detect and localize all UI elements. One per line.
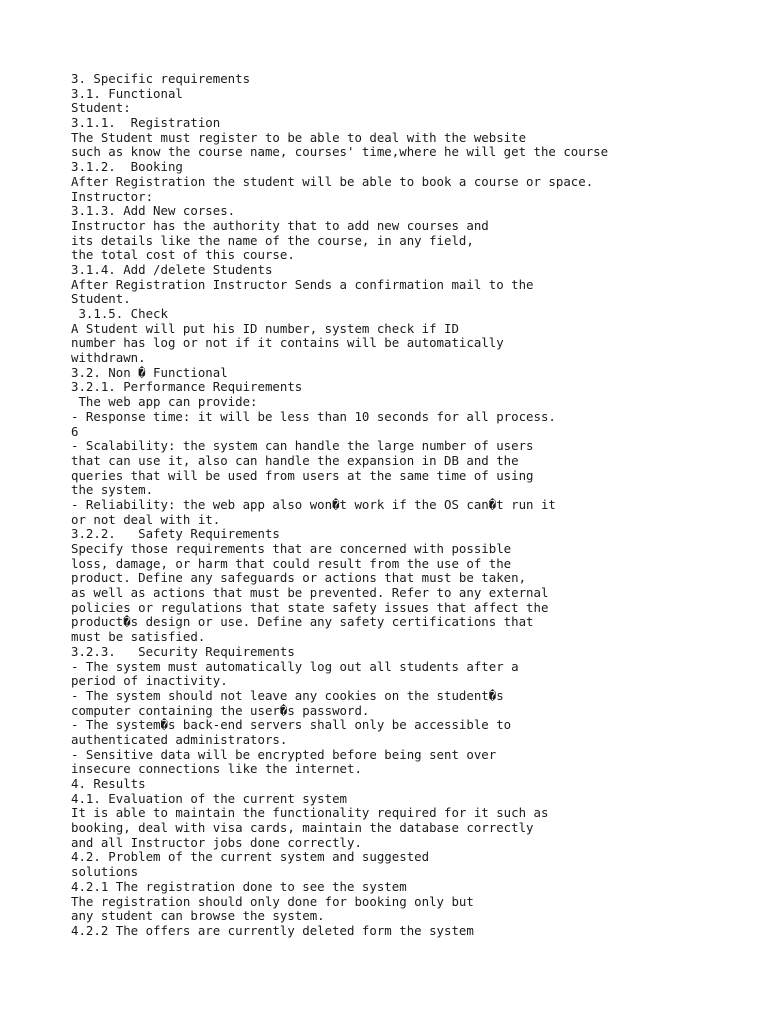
text-line: solutions [71, 864, 139, 880]
text-line: It is able to maintain the functionality required for it such as [71, 805, 549, 821]
text-line: 4.2.1 The registration done to see the system [71, 878, 407, 894]
text-line: The web app can provide: [71, 394, 258, 410]
text-line: 3.2. Non � Functional [71, 364, 228, 380]
text-line: 3.1.5. Check [71, 306, 168, 321]
text-line: Student: [71, 100, 131, 116]
text-line: 3.2.1. Performance Requirements [71, 379, 303, 395]
text-line: Instructor: [71, 188, 154, 204]
text-line: 4. Results [71, 776, 146, 791]
text-line: - Scalability: the system can handle the large number of users [71, 438, 534, 454]
document-body [71, 72, 751, 939]
text-line: After Registration the student will be able to book a course or space. [71, 173, 594, 189]
text-line: authenticated administrators. [71, 731, 288, 747]
text-line: - The system�s back-end servers shall only be accessible to [71, 717, 512, 733]
text-line: Student. [71, 291, 131, 307]
text-line: booking, deal with visa cards, maintain the database correctly [71, 820, 534, 836]
text-line: - Response time: it will be less than 10 seconds for all process. [71, 408, 556, 424]
text-line: The registration should only done for booking only but [71, 893, 474, 909]
text-line: After Registration Instructor Sends a confirmation mail to the [71, 276, 534, 292]
text-line: 3.2.3. Security Requirements [71, 643, 295, 659]
text-line: - The system should not leave any cookies on the student�s [71, 687, 504, 703]
text-line: period of inactivity. [71, 673, 228, 689]
text-line: product�s design or use. Define any safety certifications that [71, 614, 534, 630]
text-line: loss, damage, or harm that could result from the use of the [71, 555, 512, 571]
text-line: 4.2. Problem of the current system and suggested [71, 849, 430, 865]
text-line: 3.1.1. Registration [71, 115, 221, 131]
text-line: 4.2.2 The offers are currently deleted form the system [71, 922, 474, 938]
text-line: any student can browse the system. [71, 908, 325, 924]
text-line: 3.1.4. Add /delete Students [71, 261, 273, 277]
text-line: - Reliability: the web app also won�t work if the OS can�t run it [71, 496, 556, 512]
text-line: the system. [71, 482, 154, 498]
text-line: The Student must register to be able to deal with the website [71, 129, 527, 145]
text-line: 3.2.2. Safety Requirements [71, 526, 280, 542]
text-line: product. Define any safeguards or actions that must be taken, [71, 570, 527, 586]
text-line: its details like the name of the course, in any field, [71, 232, 474, 248]
text-line: 3. Specific requirements [71, 71, 251, 86]
text-line: the total cost of this course. [71, 247, 295, 263]
text-line: and all Instructor jobs done correctly. [71, 834, 362, 850]
text-line: 3.1.2. Booking [71, 159, 183, 175]
text-line: must be satisfied. [71, 629, 206, 645]
text-line: that can use it, also can handle the expansion in DB and the [71, 452, 519, 468]
text-line: such as know the course name, courses' time,where he will get the course [71, 144, 609, 160]
text-line: 3.1.3. Add New corses. [71, 203, 236, 219]
text-line: queries that will be used from users at the same time of using [71, 467, 534, 483]
text-line: computer containing the user�s password. [71, 702, 370, 718]
text-line: - The system must automatically log out all students after a [71, 658, 519, 674]
text-line: policies or regulations that state safety issues that affect the [71, 599, 549, 615]
text-line: 3.1. Functional [71, 85, 183, 101]
text-line: Specify those requirements that are concerned with possible [71, 541, 512, 556]
text-line: 4.1. Evaluation of the current system [71, 790, 348, 806]
text-line: as well as actions that must be prevented. Refer to any external [71, 585, 549, 601]
text-line: A Student will put his ID number, system check if ID [71, 320, 459, 336]
text-line: insecure connections like the internet. [71, 761, 362, 777]
text-line: 6 [71, 423, 79, 439]
text-line: withdrawn. [71, 350, 146, 366]
text-line: Instructor has the authority that to add new courses and [71, 217, 489, 233]
text-line: - Sensitive data will be encrypted before being sent over [71, 746, 497, 762]
text-line: number has log or not if it contains will be automatically [71, 335, 504, 351]
text-line: or not deal with it. [71, 511, 221, 527]
